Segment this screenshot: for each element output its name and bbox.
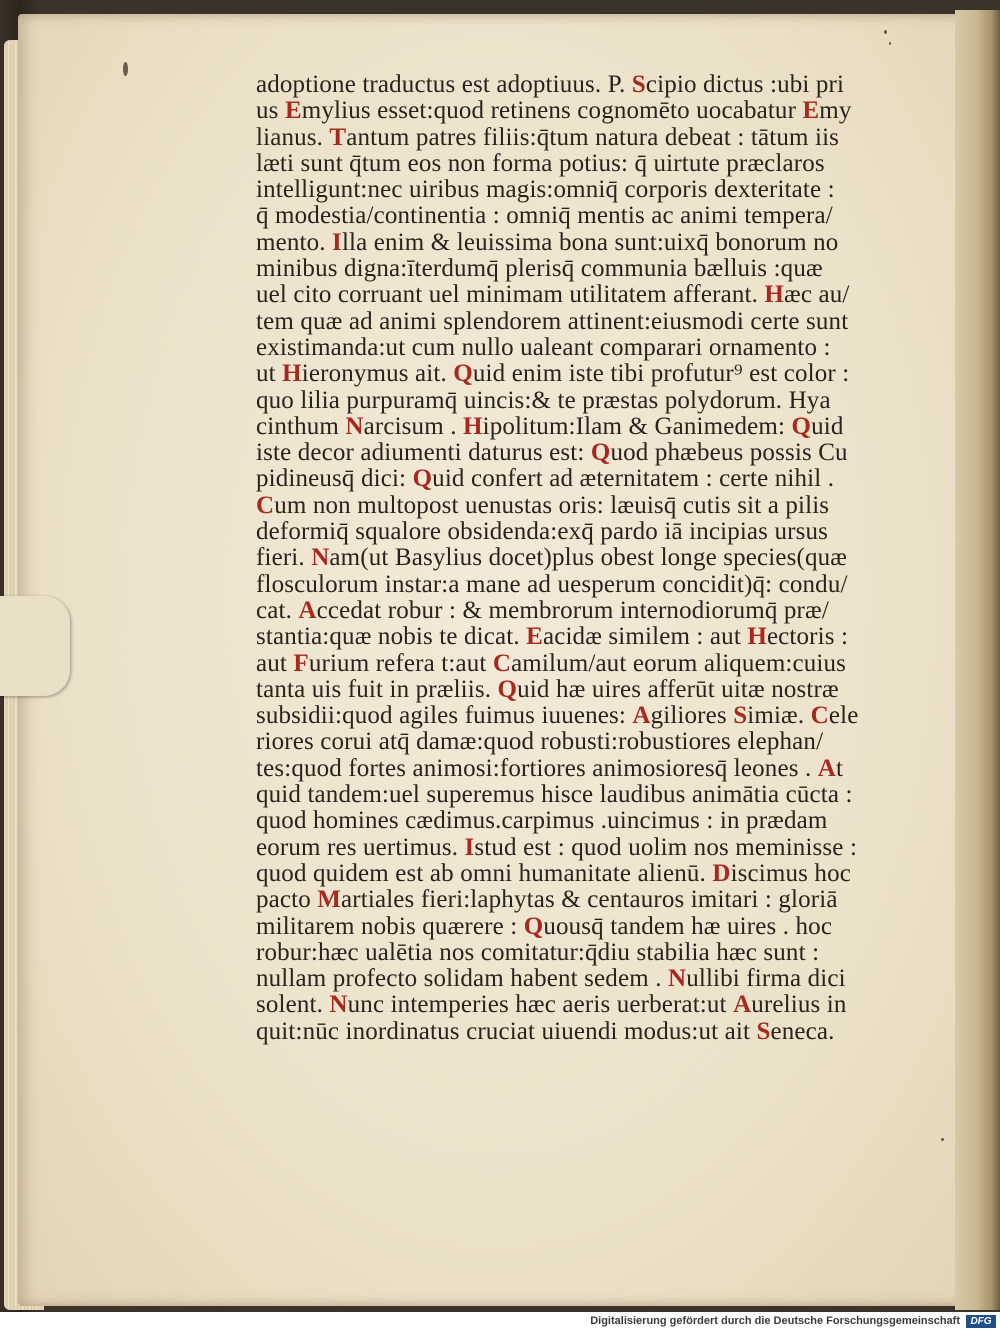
text-line — [256, 361, 906, 387]
text-segment: robur:hæc ualētia nos comitatur:q̄diu stabilia hæc sunt : — [256, 939, 820, 966]
rubricated-initial: N — [668, 966, 687, 993]
text-line — [256, 703, 906, 729]
text-segment: urelius in — [751, 992, 847, 1019]
text-segment: lianus. — [256, 124, 330, 151]
text-line — [256, 177, 906, 203]
rubricated-initial: H — [282, 361, 302, 388]
rubricated-initial: Q — [412, 466, 433, 493]
rubricated-initial: A — [298, 597, 317, 624]
ink-speck — [941, 1138, 944, 1141]
digitization-credit: Digitalisierung gefördert durch die Deutsche Forschungsgemeinschaft — [590, 1315, 960, 1327]
rubricated-initial: C — [492, 650, 512, 677]
text-segment: t — [836, 755, 844, 782]
text-segment: ectoris : — [766, 624, 849, 651]
dfg-logo: DFG — [966, 1315, 996, 1328]
rubricated-initial: A — [632, 703, 651, 730]
text-segment: intelligunt:nec uiribus magis:omniq̄ corporis dexteritate : — [256, 177, 835, 204]
rubricated-initial: S — [756, 1018, 771, 1045]
text-line — [256, 572, 906, 598]
text-line — [256, 1019, 906, 1045]
text-line — [256, 125, 906, 151]
text-segment: quit:nūc inordinatus cruciat uiuendi modus:ut ait — [256, 1018, 757, 1045]
text-line — [256, 598, 906, 624]
text-segment: solent. — [256, 992, 330, 1019]
text-segment: ipolitum:Ilam & Ganimedem: — [482, 413, 792, 440]
rubricated-initial: A — [817, 755, 836, 782]
text-segment: iste decor adiumenti daturus est: — [256, 440, 591, 467]
rubricated-initial: H — [747, 624, 767, 651]
text-line — [256, 493, 906, 519]
rubricated-initial: H — [463, 413, 483, 440]
text-line — [256, 861, 906, 887]
text-line — [256, 887, 906, 913]
text-segment: eorum res uertimus. — [256, 834, 465, 861]
rubricated-initial: E — [284, 98, 302, 125]
text-segment: q̄ modestia/continentia : omniq̄ mentis ac animi tempera/ — [256, 203, 833, 230]
text-segment: mento. — [256, 229, 333, 256]
rubricated-initial: S — [631, 72, 646, 98]
rubricated-initial: N — [329, 992, 348, 1019]
text-segment: minibus digna:īterdumq̄ plerisq̄ communia bælluis :quæ — [256, 256, 823, 283]
text-segment: ieronymus ait. — [301, 361, 454, 388]
text-segment: aut — [256, 650, 294, 677]
text-line — [256, 624, 906, 650]
text-segment: flosculorum instar:a mane ad uesperum concidit)q̄: condu/ — [256, 571, 848, 598]
text-line — [256, 914, 906, 940]
text-segment: stantia:quæ nobis te dicat. — [256, 624, 527, 651]
text-line — [256, 782, 906, 808]
text-segment: læti sunt q̄tum eos non forma potius: q̄ uirtute præclaros — [256, 150, 825, 177]
text-segment: imiæ. — [747, 703, 811, 730]
text-line — [256, 651, 906, 677]
text-segment: uousq̄ tandem hæ uires . hoc — [543, 913, 833, 940]
text-segment: my — [819, 98, 852, 125]
rubricated-initial: I — [332, 229, 342, 256]
text-segment: stud est : quod uolim nos meminisse : — [474, 834, 858, 861]
text-line — [256, 309, 906, 335]
text-segment: unc intemperies hæc aeris uerberat:ut — [347, 992, 734, 1019]
rubricated-initial: H — [764, 282, 785, 309]
rubricated-initial: Q — [523, 913, 544, 940]
text-segment: tes:quod fortes animosi:fortiores animosioresq̄ leones . — [256, 755, 818, 782]
text-segment: uid enim iste tibi profutur⁹ est color : — [472, 361, 850, 388]
text-line — [256, 72, 906, 98]
rubricated-initial: N — [345, 413, 364, 440]
text-segment: uel cito corruant uel minimam utilitatem afferant. — [256, 282, 765, 309]
text-segment: us — [256, 98, 285, 125]
text-line — [256, 98, 906, 124]
rubricated-initial: N — [311, 545, 330, 572]
rubricated-initial: I — [464, 834, 475, 861]
page-gutter — [955, 10, 1000, 1310]
text-segment: uod phæbeus possis Cu — [610, 440, 848, 467]
text-segment: ele — [828, 703, 859, 730]
rubricated-initial: Q — [497, 676, 518, 703]
text-segment: giliores — [650, 703, 734, 730]
text-segment: ccedat robur : & membrorum internodiorumq̄ præ/ — [316, 597, 829, 624]
text-line — [256, 388, 906, 414]
text-segment: lla enim & leuissima bona sunt:uixq̄ bonorum no — [341, 229, 839, 256]
text-line — [256, 466, 906, 492]
text-segment: nullam profecto solidam habent sedem . — [256, 966, 668, 993]
text-line — [256, 756, 906, 782]
text-line — [256, 230, 906, 256]
text-line — [256, 519, 906, 545]
ink-speck — [884, 30, 887, 34]
rubricated-initial: E — [802, 98, 820, 125]
rubricated-initial: T — [329, 124, 347, 151]
text-segment: subsidii:quod agiles fuimus iuuenes: — [256, 703, 633, 730]
text-segment: iscimus hoc — [730, 860, 851, 887]
text-segment: deformiq̄ squalore obsidenda:exq̄ pardo iā incipias ursus — [256, 519, 828, 546]
text-line — [256, 440, 906, 466]
incunable-text-block — [256, 72, 906, 1045]
text-segment: fieri. — [256, 545, 312, 572]
text-segment: artiales fieri:laphytas & centauros imitari : gloriā — [341, 887, 838, 914]
text-segment: pacto — [256, 887, 318, 914]
text-line — [256, 729, 906, 755]
text-segment: uid — [811, 413, 844, 440]
rubricated-initial: F — [293, 650, 309, 677]
text-segment: riores corui atq̄ damæ:quod robusti:robustiores elephan/ — [256, 729, 824, 756]
text-segment: tem quæ ad animi splendorem attinent:eiusmodi certe sunt — [256, 308, 849, 335]
text-segment: mylius esset:quod retinens cognomēto uocabatur — [301, 98, 803, 125]
ink-speck — [889, 42, 891, 45]
text-line — [256, 677, 906, 703]
text-segment: adoptione traductus est adoptiuus. P. — [256, 72, 632, 98]
text-line — [256, 335, 906, 361]
text-line — [256, 256, 906, 282]
text-segment: um non multopost uenustas oris: læuisq̄ cutis sit a pilis — [274, 492, 830, 519]
text-segment: cipio dictus :ubi pri — [645, 72, 845, 98]
text-line — [256, 940, 906, 966]
ink-speck — [123, 62, 128, 76]
text-segment: existimanda:ut cum nullo ualeant comparari ornamento : — [256, 334, 831, 361]
text-segment: uid confert ad æternitatem : certe nihil . — [432, 466, 835, 493]
rubricated-initial: E — [526, 624, 543, 651]
text-line — [256, 414, 906, 440]
rubricated-initial: S — [733, 703, 748, 730]
text-segment: ullibi firma dici — [686, 966, 846, 993]
text-line — [256, 545, 906, 571]
rubricated-initial: D — [712, 860, 731, 887]
text-segment: æc au/ — [784, 282, 850, 309]
text-line — [256, 203, 906, 229]
text-segment: quod quidem est ab omni humanitate alienū. — [256, 860, 713, 887]
text-segment: arcisum . — [363, 413, 463, 440]
text-segment: ut — [256, 361, 283, 388]
rubricated-initial: C — [256, 492, 275, 519]
text-line — [256, 966, 906, 992]
rubricated-initial: M — [317, 887, 342, 914]
text-segment: amilum/aut eorum aliquem:cuius — [511, 650, 847, 677]
text-segment: antum patres filiis:q̄tum natura debeat : tātum iis — [346, 124, 840, 151]
rubricated-initial: Q — [590, 440, 611, 467]
text-line — [256, 282, 906, 308]
rubricated-initial: C — [810, 703, 829, 730]
text-segment: quid tandem:uel superemus hisce laudibus animātia cūcta : — [256, 782, 853, 809]
text-line — [256, 151, 906, 177]
bookmark-tab — [0, 596, 70, 696]
text-segment: quod homines cædimus.carpimus .uincimus : in prædam — [256, 808, 828, 835]
rubricated-initial: Q — [791, 413, 812, 440]
text-segment: pidineusq̄ dici: — [256, 466, 413, 493]
text-segment: militarem nobis quærere : — [256, 913, 524, 940]
text-line — [256, 992, 906, 1018]
text-segment: am(ut Basylius docet)plus obest longe species(quæ — [329, 545, 848, 572]
text-segment: eneca. — [770, 1018, 835, 1045]
text-line — [256, 835, 906, 861]
text-segment: cinthum — [256, 413, 346, 440]
text-segment: quo lilia purpuramq̄ uincis:& te præstas polydorum. Hya — [256, 387, 831, 414]
text-segment: uid hæ uires afferūt uitæ nostræ — [517, 676, 839, 703]
text-segment: tanta uis fuit in præliis. — [256, 676, 498, 703]
text-segment: cat. — [256, 597, 299, 624]
text-segment: urium refera t:aut — [308, 650, 493, 677]
rubricated-initial: Q — [453, 361, 473, 388]
text-segment: acidæ similem : aut — [542, 624, 748, 651]
text-line — [256, 808, 906, 834]
rubricated-initial: A — [733, 992, 752, 1019]
